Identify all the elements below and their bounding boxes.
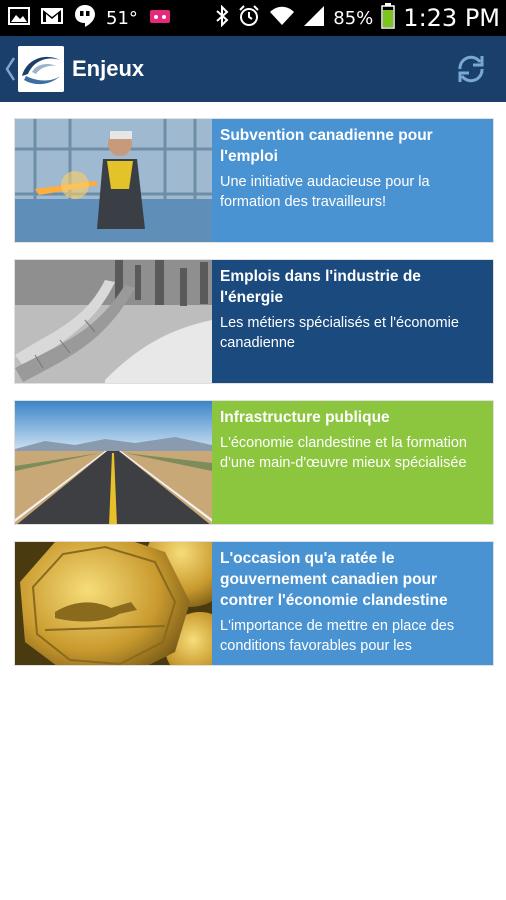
wifi-icon	[269, 5, 295, 32]
battery-percent: 85%	[333, 7, 374, 29]
alarm-icon	[237, 4, 261, 33]
gmail-icon	[40, 7, 64, 30]
list-item[interactable]	[14, 259, 494, 384]
card-panel	[212, 119, 493, 242]
shopping-icon	[148, 6, 172, 31]
app-title: Enjeux	[72, 56, 145, 81]
bluetooth-icon	[215, 5, 229, 32]
card-panel	[212, 401, 493, 524]
card-title: Emplois dans l'industrie de l'énergie	[220, 268, 421, 306]
clock-time: 1:23 PM	[403, 4, 500, 32]
list-item[interactable]	[14, 400, 494, 525]
welder-image	[15, 119, 212, 242]
signal-icon	[303, 5, 325, 32]
status-bar-right	[215, 0, 500, 36]
card-title: L'occasion qu'a ratée le gouvernement canadien pour contrer l'économie clandestine	[220, 550, 448, 609]
issues-list	[14, 118, 494, 682]
status-bar	[0, 0, 506, 36]
app-bar	[0, 36, 506, 102]
loonie-coin-image	[15, 542, 212, 665]
card-panel	[212, 542, 493, 665]
list-item[interactable]	[14, 541, 494, 666]
card-title: Subvention canadienne pour l'emploi	[220, 127, 433, 165]
card-description: Les métiers spécialisés et l'économie canadienne	[220, 315, 459, 351]
status-bar-left	[8, 0, 172, 36]
pipeline-image	[15, 260, 212, 383]
card-panel	[212, 260, 493, 383]
card-title: Infrastructure publique	[220, 409, 390, 426]
gallery-icon	[8, 7, 30, 30]
temperature-text: 51°	[106, 7, 138, 29]
card-description: Une initiative audacieuse pour la formation des travailleurs!	[220, 174, 430, 210]
back-chevron-icon[interactable]	[4, 54, 16, 84]
app-logo[interactable]	[18, 46, 64, 92]
highway-image	[15, 401, 212, 524]
card-description: L'économie clandestine et la formation d'une main-d'œuvre mieux spécialisée	[220, 435, 467, 471]
hangouts-icon	[74, 4, 96, 33]
card-description: L'importance de mettre en place des conditions favorables pour les	[220, 618, 455, 654]
refresh-icon[interactable]	[454, 52, 488, 86]
list-item[interactable]	[14, 118, 494, 243]
battery-icon	[381, 3, 395, 34]
